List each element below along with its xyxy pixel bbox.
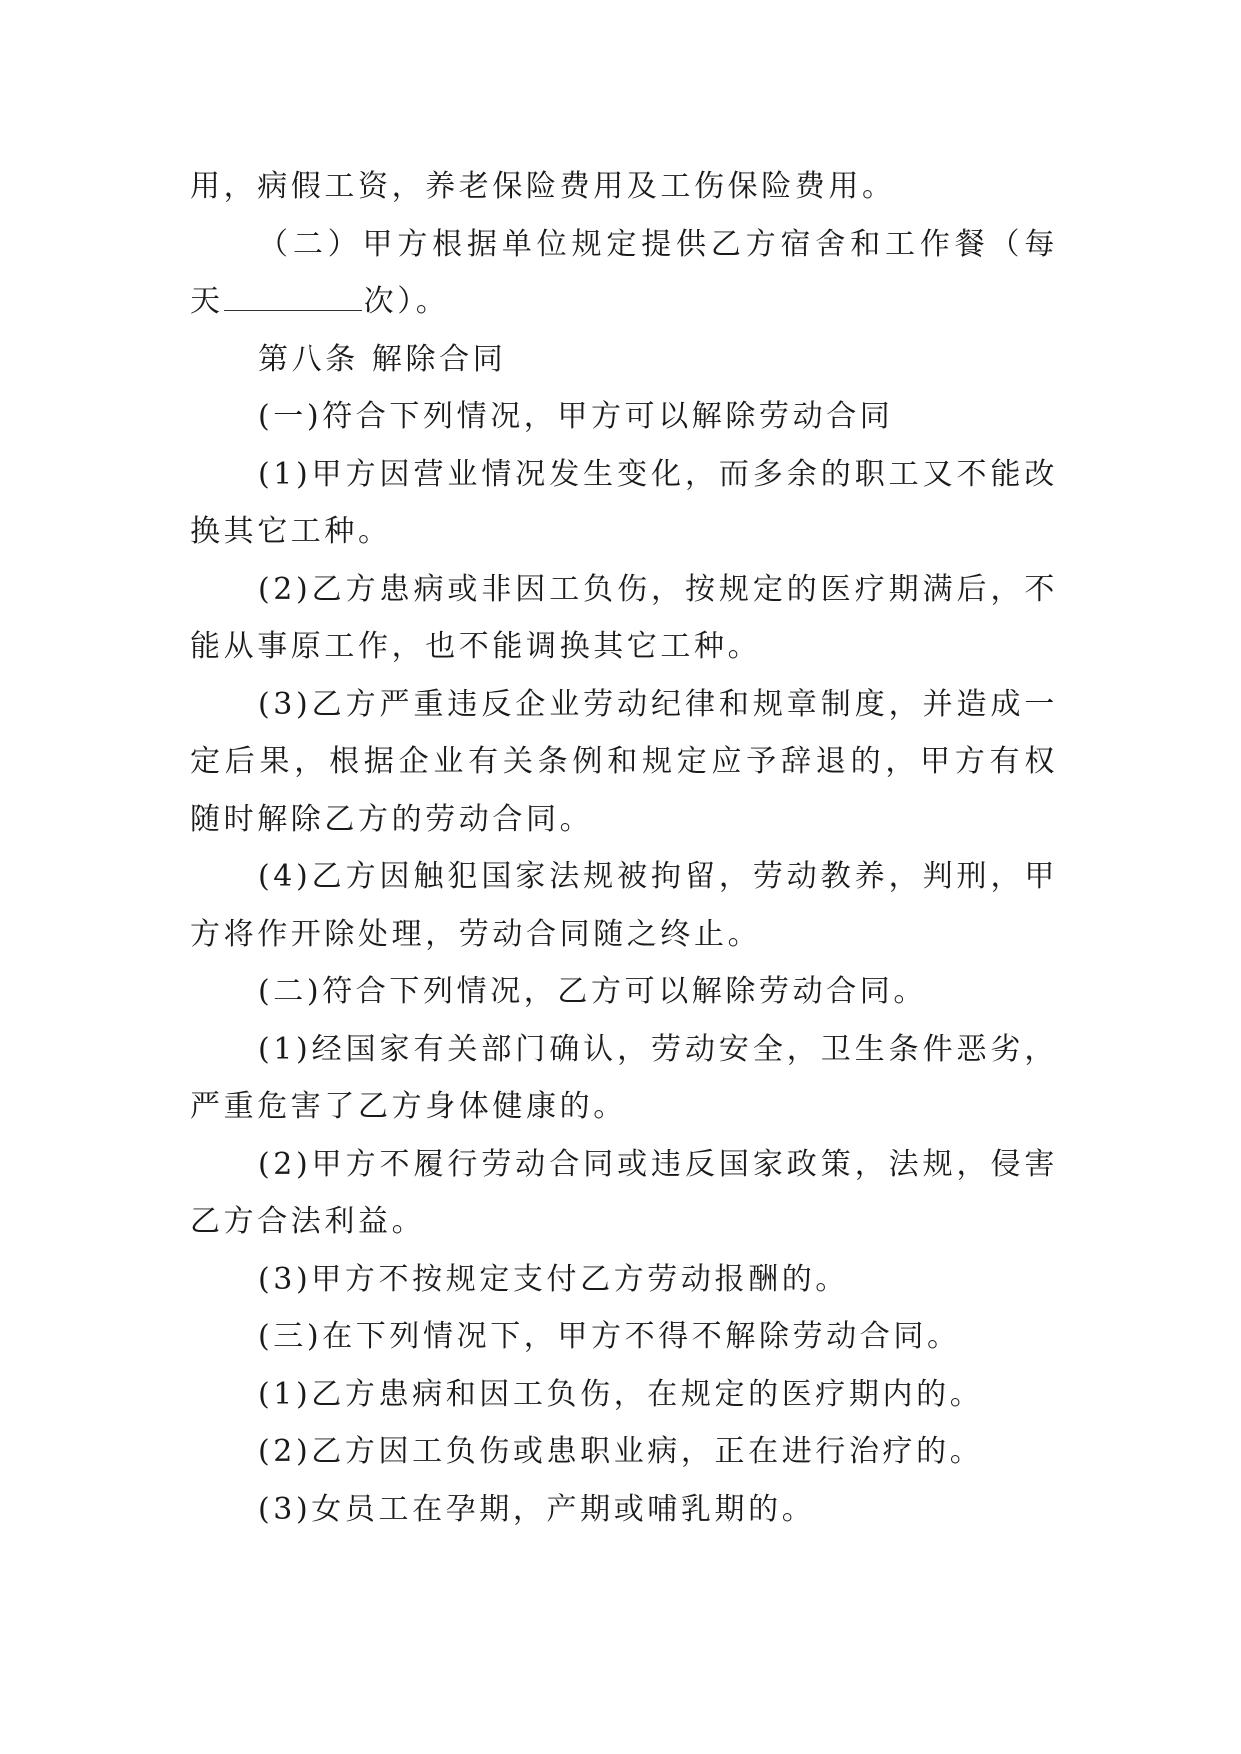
- section-2-item-3: (3)甲方不按规定支付乙方劳动报酬的。: [258, 1261, 849, 1297]
- section-3-item-2: (2)乙方因工负伤或患职业病，正在进行治疗的。: [258, 1434, 984, 1469]
- document-page: [190, 158, 1058, 1538]
- clause-7-2-text: （二）甲方根据单位规定提供乙方宿舍和工作餐（每天: [190, 226, 1058, 319]
- clause-7-2-end: 次）。: [363, 284, 450, 319]
- section-1-item-2: (2)乙方患病或非因工负伤，按规定的医疗期满后，不能从事原工作，也不能调换其它工种。: [190, 571, 1058, 664]
- clause-7-2: [190, 216, 1058, 331]
- fill-in-blank: [224, 284, 362, 311]
- section-1-heading: (一)符合下列情况，甲方可以解除劳动合同: [258, 399, 894, 434]
- section-3-item-3: (3)女员工在孕期，产期或哺乳期的。: [258, 1491, 816, 1527]
- paragraph-continuation: 用，病假工资，养老保险费用及工伤保险费用。: [190, 169, 896, 204]
- section-1-item-3: (3)乙方严重违反企业劳动纪律和规章制度，并造成一定后果，根据企业有关条例和规定应予辞退的，甲方有权随时解除乙方的劳动合同。: [190, 686, 1058, 837]
- section-3-item-1: (1)乙方患病和因工负伤，在规定的医疗期内的。: [258, 1376, 984, 1412]
- section-2-item-1: (1)经国家有关部门确认，劳动安全，卫生条件恶劣，严重危害了乙方身体健康的。: [190, 1031, 1058, 1124]
- section-2-heading: (二)符合下列情况，乙方可以解除劳动合同。: [258, 974, 928, 1009]
- section-1-item-4: (4)乙方因触犯国家法规被拘留，劳动教养，判刑，甲方将作开除处理，劳动合同随之终止。: [190, 859, 1058, 952]
- section-3-heading: (三)在下列情况下，甲方不得不解除劳动合同。: [258, 1319, 961, 1354]
- section-1-item-1: (1)甲方因营业情况发生变化，而多余的职工又不能改换其它工种。: [190, 456, 1058, 549]
- section-2-item-2: (2)甲方不履行劳动合同或违反国家政策，法规，侵害乙方合法利益。: [190, 1146, 1058, 1239]
- article-8-title: 第八条 解除合同: [258, 341, 507, 377]
